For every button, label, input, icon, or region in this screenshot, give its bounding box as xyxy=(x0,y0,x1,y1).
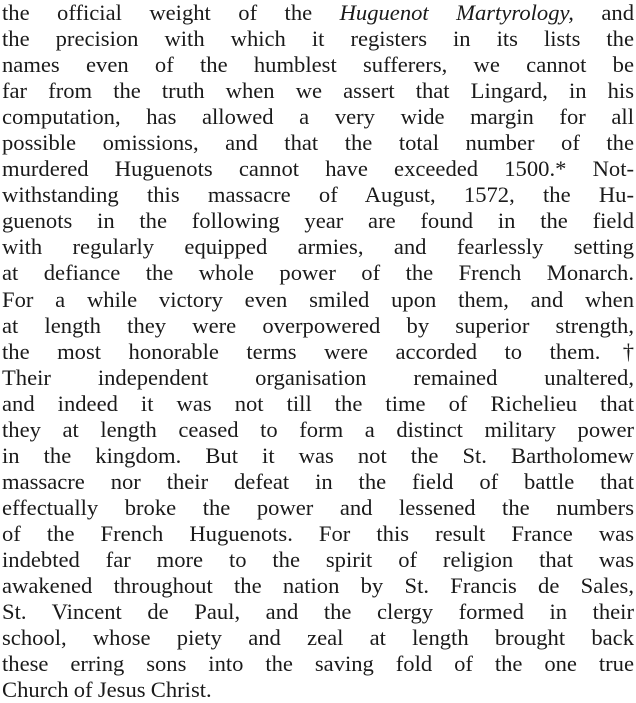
text-line xyxy=(2,234,634,260)
text-line xyxy=(2,26,634,52)
text-run: possible omissions, and that the total number of the xyxy=(2,130,634,156)
text-line xyxy=(2,547,634,573)
text-run: guenots in the following year are found in the field xyxy=(2,208,634,234)
italic-title: Huguenot Martyrology, xyxy=(339,0,574,25)
text-run: the most honorable terms were accorded to them.† xyxy=(2,338,634,364)
text-line xyxy=(2,651,634,677)
text-line xyxy=(2,599,634,625)
text-line xyxy=(2,52,634,78)
text-run: the precision with which it registers in its lists the xyxy=(2,26,634,52)
text-run: murdered Huguenots cannot have exceeded 1500.* Not- xyxy=(2,156,634,182)
text-line xyxy=(2,78,634,104)
text-line xyxy=(2,260,634,286)
text-run: For a while victory even smiled upon them, and when xyxy=(2,286,634,312)
text-line xyxy=(2,339,634,365)
text-run: indebted far more to the spirit of religion that was xyxy=(2,546,634,572)
text-run: awakened throughout the nation by St. Francis de Sales, xyxy=(2,573,634,599)
text-line xyxy=(2,573,634,599)
text-run: massacre nor their defeat in the field of battle that xyxy=(2,468,634,494)
text-run: and indeed it was not till the time of Richelieu that xyxy=(2,390,634,416)
text-line xyxy=(2,443,634,469)
text-run: with regularly equipped armies, and fearlessly setting xyxy=(2,234,634,260)
text-run: names even of the humblest sufferers, we cannot be xyxy=(2,52,634,78)
text-run: at defiance the whole power of the French Monarch. xyxy=(2,260,634,286)
text-run: Their independent organisation remained unaltered, xyxy=(2,364,634,390)
text-run: St. Vincent de Paul, and the clergy formed in their xyxy=(2,599,634,625)
page-text xyxy=(2,0,634,703)
text-run: far from the truth when we assert that Lingard, in his xyxy=(2,78,634,104)
text-run: withstanding this massacre of August, 1572, the Hu- xyxy=(2,182,634,208)
text-run: computation, has allowed a very wide margin for all xyxy=(2,104,634,130)
text-line xyxy=(2,156,634,182)
text-run: Church of Jesus Christ. xyxy=(2,677,212,703)
text-line xyxy=(2,625,634,651)
text-line xyxy=(2,104,634,130)
text-line xyxy=(2,208,634,234)
text-line xyxy=(2,521,634,547)
text-run: they at length ceased to form a distinct military power xyxy=(2,416,634,442)
text-run: of the French Huguenots. For this result France was xyxy=(2,520,634,546)
text-line xyxy=(2,365,634,391)
text-line xyxy=(2,0,634,26)
text-line xyxy=(2,677,634,703)
text-line xyxy=(2,391,634,417)
text-line xyxy=(2,182,634,208)
text-line xyxy=(2,469,634,495)
text-run: effectually broke the power and lessened the numbers xyxy=(2,494,634,520)
text-line xyxy=(2,417,634,443)
text-run: in the kingdom. But it was not the St. Bartholomew xyxy=(2,442,634,468)
text-run: school, whose piety and zeal at length brought back xyxy=(2,625,634,651)
text-run: at length they were overpowered by superior strength, xyxy=(2,312,634,338)
text-run: and xyxy=(573,0,634,25)
text-line xyxy=(2,287,634,313)
text-run: the official weight of the xyxy=(2,0,340,25)
text-line xyxy=(2,313,634,339)
text-run: these erring sons into the saving fold of the one true xyxy=(2,651,634,677)
text-line xyxy=(2,130,634,156)
text-line xyxy=(2,495,634,521)
